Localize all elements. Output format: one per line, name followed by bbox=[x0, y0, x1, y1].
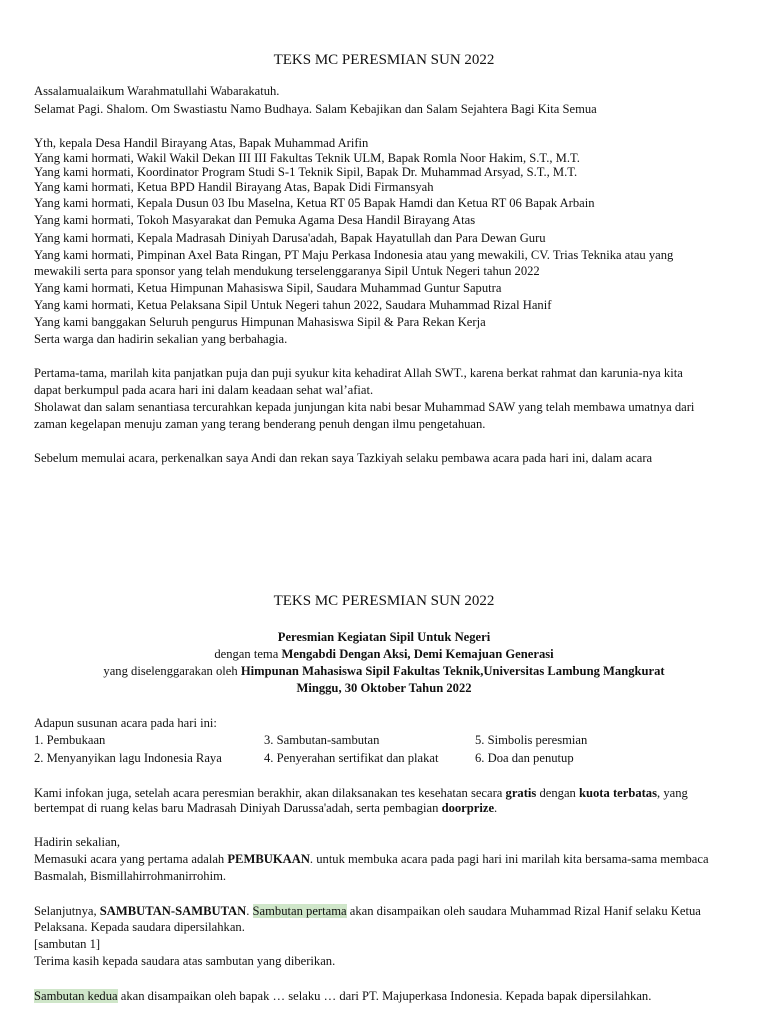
event-date: Minggu, 30 Oktober Tahun 2022 bbox=[296, 681, 472, 695]
agenda-item: 6. Doa dan penutup bbox=[475, 751, 574, 765]
honorific-line: Yang kami hormati, Kepala Madrasah Diniyah Darusa'adah, Bapak Hayatullah dan Para Dewan Guru bbox=[34, 231, 546, 245]
info-bold: doorprize bbox=[441, 801, 495, 815]
info-bold: gratis bbox=[505, 786, 537, 800]
theme-prefix: dengan tema bbox=[214, 647, 282, 661]
theme-text: Mengabdi Dengan Aksi, Demi Kemajuan Generasi bbox=[281, 647, 554, 661]
info-text: , yang bbox=[657, 786, 688, 800]
event-organizer bbox=[0, 664, 768, 679]
page-title: TEKS MC PERESMIAN SUN 2022 bbox=[273, 593, 495, 609]
paragraph-line: Sholawat dan salam senantiasa tercurahkan kepada junjungan kita nabi besar Muhammad SAW yang telah membawa umatnya dari bbox=[34, 400, 695, 414]
honorific-line: mewakili serta para sponsor yang telah mendukung terselenggaranya Sipil Untuk Negeri tahun 2022 bbox=[34, 264, 540, 278]
greeting-line: Assalamualaikum Warahmatullahi Wabarakatuh. bbox=[34, 84, 280, 98]
opening-bold: PEMBUKAAN bbox=[227, 852, 310, 866]
hadirin-line: Hadirin sekalian, bbox=[34, 835, 121, 849]
event-theme bbox=[0, 647, 768, 662]
agenda-item: 4. Penyerahan sertifikat dan plakat bbox=[264, 751, 439, 765]
highlight-first-speech: Sambutan pertama bbox=[252, 904, 347, 918]
next-text: Selanjutnya, bbox=[34, 904, 100, 918]
opening-line: Basmalah, Bismillahirrohmanirrohim. bbox=[34, 869, 227, 883]
info-text: Kami infokan juga, setelah acara peresmian berakhir, akan dilaksanakan tes kesehatan secara bbox=[34, 786, 506, 800]
honorific-line: Serta warga dan hadirin sekalian yang berbahagia. bbox=[34, 332, 288, 346]
highlight-second-speech: Sambutan kedua bbox=[34, 989, 118, 1003]
honorific-line: Yang kami hormati, Wakil Wakil Dekan III III Fakultas Teknik ULM, Bapak Romla Noor Hakim, S.T., M.T. bbox=[34, 151, 580, 165]
next-text: . bbox=[246, 904, 253, 918]
page-title: TEKS MC PERESMIAN SUN 2022 bbox=[273, 52, 495, 68]
info-bold: kuota terbatas bbox=[579, 786, 658, 800]
next-text: akan disampaikan oleh saudara Muhammad Rizal Hanif selaku Ketua bbox=[346, 904, 701, 918]
organizer-text: Himpunan Mahasiswa Sipil Fakultas Teknik,Universitas Lambung Mangkurat bbox=[240, 664, 665, 678]
opening-line bbox=[34, 852, 709, 867]
thanks-line: Terima kasih kepada saudara atas sambutan yang diberikan. bbox=[34, 954, 336, 968]
info-text: dengan bbox=[536, 786, 579, 800]
honorific-line: Yang kami hormati, Tokoh Masyarakat dan Pemuka Agama Desa Handil Birayang Atas bbox=[34, 213, 476, 227]
info-line bbox=[34, 786, 688, 801]
agenda-item: 5. Simbolis peresmian bbox=[475, 733, 588, 747]
honorific-line: Yang kami hormati, Kepala Dusun 03 Ibu Maselna, Ketua RT 05 Bapak Hamdi dan Ketua RT 06 Bapak Arbain bbox=[34, 196, 595, 210]
honorific-line: Yang kami hormati, Ketua BPD Handil Birayang Atas, Bapak Didi Firmansyah bbox=[34, 180, 434, 194]
second-speech-text: akan disampaikan oleh bapak … selaku … dari PT. Majuperkasa Indonesia. Kepada bapak dipersilahkan. bbox=[117, 989, 652, 1003]
info-line bbox=[34, 801, 497, 816]
next-line: Pelaksana. Kepada saudara dipersilahkan. bbox=[34, 920, 245, 934]
agenda-item: 2. Menyanyikan lagu Indonesia Raya bbox=[34, 751, 222, 765]
organizer-prefix: yang diselenggarakan oleh bbox=[103, 664, 241, 678]
opening-text: . untuk membuka acara pada pagi hari ini marilah kita bersama-sama membaca bbox=[309, 852, 709, 866]
honorific-line: Yang kami hormati, Ketua Himpunan Mahasiswa Sipil, Saudara Muhammad Guntur Saputra bbox=[34, 281, 502, 295]
agenda-item: 3. Sambutan-sambutan bbox=[264, 733, 380, 747]
paragraph-line: zaman kegelapan menuju zaman yang terang benderang penuh dengan ilmu pengetahuan. bbox=[34, 417, 486, 431]
next-line bbox=[34, 904, 701, 919]
next-bold: SAMBUTAN-SAMBUTAN bbox=[99, 904, 247, 918]
honorific-line: Yang kami banggakan Seluruh pengurus Himpunan Mahasiswa Sipil & Para Rekan Kerja bbox=[34, 315, 486, 329]
info-text: . bbox=[494, 801, 498, 815]
opening-text: Memasuki acara yang pertama adalah bbox=[34, 852, 228, 866]
paragraph-line: dapat berkumpul pada acara hari ini dalam keadaan sehat wal’afiat. bbox=[34, 383, 374, 397]
agenda-item: 1. Pembukaan bbox=[34, 733, 106, 747]
honorific-line: Yang kami hormati, Ketua Pelaksana Sipil Untuk Negeri tahun 2022, Saudara Muhammad Rizal Hanif bbox=[34, 298, 552, 312]
paragraph-line: Pertama-tama, marilah kita panjatkan puja dan puji syukur kita kehadirat Allah SWT., karena berkat rahmat dan karunia-nya kita bbox=[34, 366, 683, 380]
honorific-line: Yth, kepala Desa Handil Birayang Atas, Bapak Muhammad Arifin bbox=[34, 136, 369, 150]
placeholder-line: [sambutan 1] bbox=[34, 937, 101, 951]
honorific-line: Yang kami hormati, Koordinator Program Studi S-1 Teknik Sipil, Bapak Dr. Muhammad Arsyad, S.T., M.T. bbox=[34, 165, 578, 179]
second-speech-line bbox=[34, 989, 651, 1004]
honorific-line: Yang kami hormati, Pimpinan Axel Bata Ringan, PT Maju Perkasa Indonesia atau yang mewakili, CV. Trias Teknika atau yang bbox=[34, 248, 674, 262]
agenda-intro: Adapun susunan acara pada hari ini: bbox=[34, 716, 217, 730]
greeting-line: Selamat Pagi. Shalom. Om Swastiastu Namo Budhaya. Salam Kebajikan dan Salam Sejahtera Bagi Kita Semua bbox=[34, 102, 597, 116]
paragraph-line: Sebelum memulai acara, perkenalkan saya Andi dan rekan saya Tazkiyah selaku pembawa acara pada hari ini, dalam acara bbox=[34, 451, 653, 465]
event-name: Peresmian Kegiatan Sipil Untuk Negeri bbox=[277, 630, 491, 644]
info-text: bertempat di ruang kelas baru Madrasah Diniyah Darussa'adah, serta pembagian bbox=[34, 801, 442, 815]
